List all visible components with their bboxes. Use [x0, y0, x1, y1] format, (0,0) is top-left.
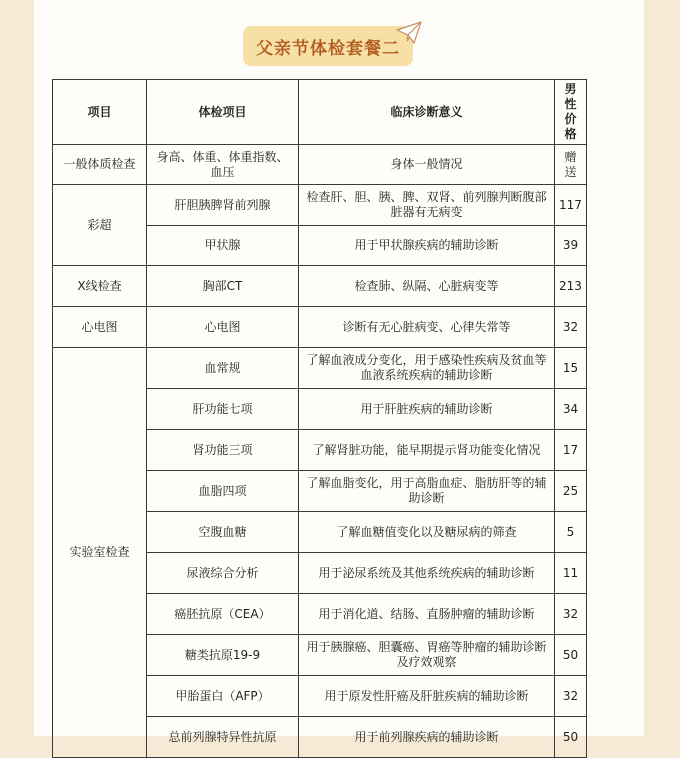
price-cell: 32	[555, 676, 587, 717]
item-cell: 血脂四项	[147, 471, 299, 512]
item-cell: 身高、体重、体重指数、血压	[147, 145, 299, 185]
item-cell: 空腹血糖	[147, 512, 299, 553]
category-cell: 实验室检查	[53, 348, 147, 758]
meaning-cell: 检查肺、纵隔、心脏病变等	[299, 266, 555, 307]
meaning-cell: 了解血糖值变化以及糖尿病的筛查	[299, 512, 555, 553]
item-cell: 总前列腺特异性抗原	[147, 717, 299, 758]
table-row	[53, 145, 587, 185]
price-cell: 5	[555, 512, 587, 553]
meaning-cell: 用于前列腺疾病的辅助诊断	[299, 717, 555, 758]
table-row	[53, 348, 587, 389]
price-cell: 25	[555, 471, 587, 512]
item-cell: 甲胎蛋白（AFP）	[147, 676, 299, 717]
category-cell: 心电图	[53, 307, 147, 348]
header-meaning: 临床诊断意义	[299, 80, 555, 145]
meaning-cell: 了解肾脏功能，能早期提示肾功能变化情况	[299, 430, 555, 471]
table-row	[53, 266, 587, 307]
category-cell: X线检查	[53, 266, 147, 307]
price-cell: 117	[555, 185, 587, 226]
item-cell: 尿液综合分析	[147, 553, 299, 594]
meaning-cell: 用于原发性肝癌及肝脏疾病的辅助诊断	[299, 676, 555, 717]
category-cell: 彩超	[53, 185, 147, 266]
table-row	[53, 185, 587, 226]
item-cell: 甲状腺	[147, 226, 299, 266]
meaning-cell: 身体一般情况	[299, 145, 555, 185]
meaning-cell: 用于甲状腺疾病的辅助诊断	[299, 226, 555, 266]
meaning-cell: 用于胰腺癌、胆囊癌、胃癌等肿瘤的辅助诊断及疗效观察	[299, 635, 555, 676]
item-cell: 肾功能三项	[147, 430, 299, 471]
price-cell: 11	[555, 553, 587, 594]
item-cell: 血常规	[147, 348, 299, 389]
paper-plane-icon	[396, 21, 422, 45]
item-cell: 肝功能七项	[147, 389, 299, 430]
page-title: 父亲节体检套餐二	[256, 38, 400, 59]
meaning-cell: 诊断有无心脏病变、心律失常等	[299, 307, 555, 348]
category-cell: 一般体质检查	[53, 145, 147, 185]
meaning-cell: 了解血液成分变化，用于感染性疾病及贫血等血液系统疾病的辅助诊断	[299, 348, 555, 389]
header-price: 男性价格	[555, 80, 587, 145]
checkup-table	[52, 79, 587, 758]
item-cell: 肝胆胰脾肾前列腺	[147, 185, 299, 226]
header-item: 体检项目	[147, 80, 299, 145]
price-cell: 赠送	[555, 145, 587, 185]
price-cell: 213	[555, 266, 587, 307]
item-cell: 胸部CT	[147, 266, 299, 307]
price-cell: 32	[555, 307, 587, 348]
price-cell: 39	[555, 226, 587, 266]
meaning-cell: 用于消化道、结肠、直肠肿瘤的辅助诊断	[299, 594, 555, 635]
price-cell: 50	[555, 635, 587, 676]
header-category: 项目	[53, 80, 147, 145]
item-cell: 糖类抗原19-9	[147, 635, 299, 676]
item-cell: 癌胚抗原（CEA）	[147, 594, 299, 635]
item-cell: 心电图	[147, 307, 299, 348]
meaning-cell: 用于肝脏疾病的辅助诊断	[299, 389, 555, 430]
price-cell: 15	[555, 348, 587, 389]
price-cell: 50	[555, 717, 587, 758]
price-cell: 34	[555, 389, 587, 430]
price-cell: 32	[555, 594, 587, 635]
meaning-cell: 了解血脂变化，用于高脂血症、脂肪肝等的辅助诊断	[299, 471, 555, 512]
table-row	[53, 307, 587, 348]
price-cell: 17	[555, 430, 587, 471]
table-header-row	[53, 80, 587, 145]
meaning-cell: 检查肝、胆、胰、脾、双肾、前列腺判断腹部脏器有无病变	[299, 185, 555, 226]
meaning-cell: 用于泌尿系统及其他系统疾病的辅助诊断	[299, 553, 555, 594]
title-banner	[243, 26, 413, 66]
